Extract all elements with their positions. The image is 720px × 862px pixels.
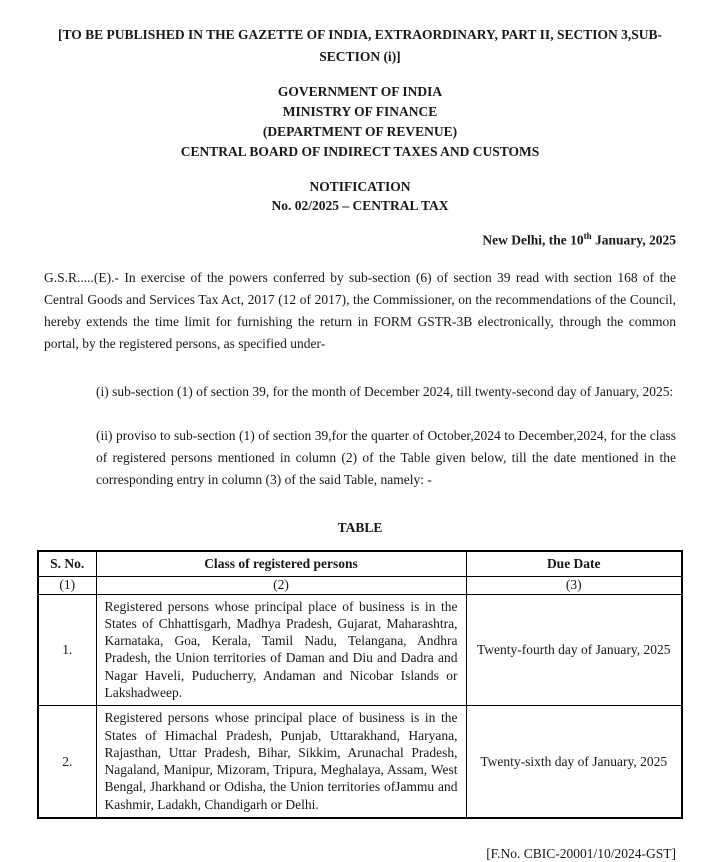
table-header-row — [38, 551, 682, 577]
clause-i: (i) sub-section (1) of section 39, for the month of December 2024, till twenty-second day of January, 2025: — [96, 383, 674, 399]
org-line-ministry: MINISTRY OF FINANCE — [282, 104, 438, 119]
file-number-reference: [F.No. CBIC-20001/10/2024-GST] — [486, 846, 676, 862]
org-line-board: CENTRAL BOARD OF INDIRECT TAXES AND CUSTOMS — [180, 144, 540, 159]
row-2-due-date: Twenty-sixth day of January, 2025 — [466, 706, 682, 818]
notification-title-block — [44, 177, 676, 215]
row-2-serial-number: 2. — [38, 706, 96, 818]
row-2-class-of-persons: Registered persons whose principal place of business is in the States of Himachal Pradesh, Punjab, Uttarakhand, Haryana, Rajasthan, Uttar Pradesh, Bihar, Sikkim, Arunachal Pradesh, Nagaland, Manipur, Mizoram, Tripura, Meghalaya, Assam, West Bengal, Jharkhand or Odisha, the Union territories ofJammu and Kashmir, Ladakh, Chandigarh or Delhi. — [96, 706, 466, 818]
notification-number: No. 02/2025 – CENTRAL TAX — [271, 198, 449, 213]
table-row — [38, 594, 682, 706]
dateline — [44, 231, 676, 249]
notification-title: NOTIFICATION — [309, 179, 411, 194]
table-column-number-row — [38, 576, 682, 594]
table-title: TABLE — [337, 519, 383, 535]
column-header-s-no: S. No. — [38, 551, 96, 577]
operative-paragraph: G.S.R.....(E).- In exercise of the powers conferred by sub-section (6) of section 39 read with section 168 of the Central Goods and Services Tax Act, 2017 (12 of 2017), the Commissioner, on the recommendations of the Council, hereby extends the time limit for furnishing the return in FORM GSTR-3B electronically, through the common portal, by the registered persons, as specified under- — [44, 269, 676, 351]
column-header-class: Class of registered persons — [96, 551, 466, 577]
column-number-1: (1) — [38, 576, 96, 594]
org-line-government: GOVERNMENT OF INDIA — [277, 84, 443, 99]
due-date-table — [37, 550, 683, 820]
clause-list — [96, 381, 676, 491]
row-1-serial-number: 1. — [38, 594, 96, 706]
column-header-due-date: Due Date — [466, 551, 682, 577]
gazette-header-line-1: [TO BE PUBLISHED IN THE GAZETTE OF INDIA, EXTRAORDINARY, PART II, SECTION 3,SUB- — [58, 27, 662, 42]
dateline-prefix: New Delhi, the 10 — [482, 232, 584, 248]
dateline-suffix: January, 2025 — [591, 232, 676, 248]
clause-ii: (ii) proviso to sub-section (1) of section 39,for the quarter of October,2024 to December,2024, for the class of registered persons mentioned in column (2) of the Table given below, till the date mentioned in the corresponding entry in column (3) of the said Table, namely: - — [96, 427, 676, 487]
dateline-ordinal-superscript: th — [583, 231, 592, 241]
column-number-3: (3) — [466, 576, 682, 594]
gazette-publication-header — [44, 24, 676, 68]
org-line-department: (DEPARTMENT OF REVENUE) — [262, 124, 458, 139]
table-row — [38, 706, 682, 818]
row-1-due-date: Twenty-fourth day of January, 2025 — [466, 594, 682, 706]
gazette-header-line-2: SECTION (i)] — [319, 49, 401, 64]
issuing-authority-block — [44, 82, 676, 162]
column-number-2: (2) — [96, 576, 466, 594]
row-1-class-of-persons: Registered persons whose principal place of business is in the States of Chhattisgarh, Madhya Pradesh, Gujarat, Maharashtra, Karnataka, Goa, Kerala, Tamil Nadu, Telangana, Andhra Pradesh, the Union territories of Daman and Diu and Dadra and Nagar Haveli, Puducherry, Andaman and Nicobar Islands or Lakshadweep. — [96, 594, 466, 706]
